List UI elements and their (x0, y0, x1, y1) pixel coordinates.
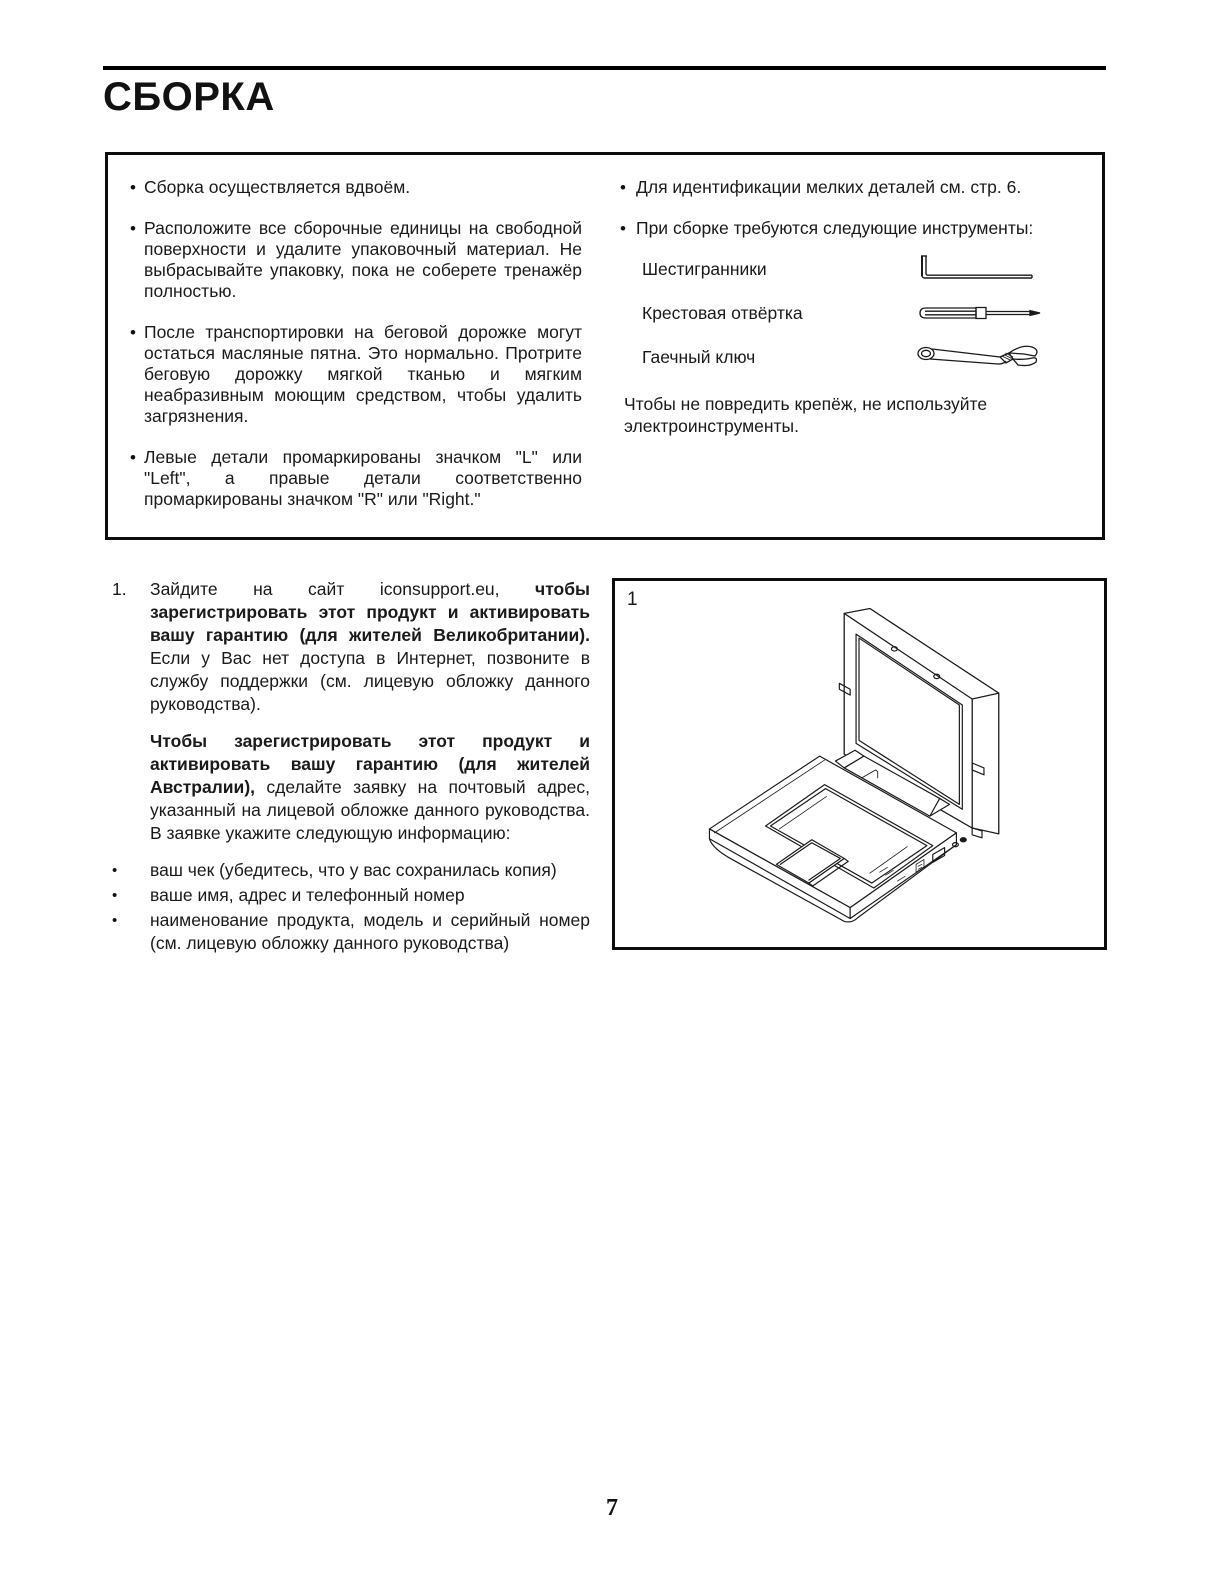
notice-bullet (130, 177, 582, 198)
list-item (112, 859, 590, 882)
step-1-paragraph-2 (150, 731, 590, 843)
notice-bullet-text: Сборка осуществляется вдвоём. (144, 177, 411, 197)
bullet-icon: • (112, 912, 118, 929)
bullet-icon: • (620, 178, 626, 197)
notice-bullet-text: После транспортировки на беговой дорожке могут остаться масляные пятна. Это нормально. Протрите беговую дорожку мягкой тканью и мягким неабразивным моющим средством, чтобы удалить загрязнения. (144, 322, 582, 426)
bullet-icon: • (130, 323, 136, 342)
step-1-p1-bold: чтобы зарегистрировать этот продукт и активировать вашу гарантию (для жителей Великобритании). (150, 579, 590, 645)
bullet-icon: • (112, 887, 118, 904)
tool-row (642, 291, 1084, 335)
allen-key-icon (914, 252, 1049, 286)
step-1-p1-lead: Зайдите на сайт iconsupport.eu, (150, 579, 536, 599)
notice-left-column (108, 155, 600, 537)
list-item (112, 909, 590, 955)
bullet-icon: • (130, 219, 136, 238)
bullet-icon: • (112, 862, 118, 879)
assembly-notice-box (105, 152, 1105, 540)
list-item-text: ваш чек (убедитесь, что у вас сохранилась копия) (150, 860, 557, 880)
tool-label: Гаечный ключ (642, 346, 756, 367)
notice-bullet-text: Для идентификации мелких деталей см. стр. 6. (636, 177, 1022, 197)
bullet-icon: • (620, 219, 626, 238)
notice-bullet (130, 218, 582, 302)
assembly-steps (112, 578, 590, 957)
page-title: СБОРКА (103, 75, 275, 119)
bullet-icon: • (130, 178, 136, 197)
open-laptop-line-drawing (615, 581, 1104, 947)
tool-row (642, 247, 1084, 291)
adjustable-wrench-icon (914, 340, 1049, 374)
step-1-body (150, 578, 590, 845)
power-tools-warning: Чтобы не повредить крепёж, не используйте электроинструменты. (624, 394, 988, 436)
notice-bullet-text: При сборке требуются следующие инструменты: (636, 218, 1034, 238)
notice-bullet-text: Левые детали промаркированы значком "L" или "Left", а правые детали соответственно промаркированы значком "R" или "Right." (144, 447, 582, 509)
step-1 (112, 578, 590, 845)
phillips-screwdriver-icon (914, 296, 1049, 330)
tool-label: Крестовая отвёртка (642, 302, 803, 323)
notice-right-column (600, 155, 1102, 537)
required-tools-list (620, 247, 1084, 379)
step-number: 1. (112, 579, 127, 599)
notice-bullet-text: Расположите все сборочные единицы на свободной поверхности и удалите упаковочный материал. Не выбрасывайте упаковку, пока не соберете тренажёр полностью. (144, 218, 582, 301)
notice-bullet (620, 218, 1084, 239)
tool-row (642, 335, 1084, 379)
figure-1-box (612, 578, 1107, 950)
header-rule (103, 66, 1106, 70)
list-item-text: ваше имя, адрес и телефонный номер (150, 885, 465, 905)
step-1-paragraph-1 (150, 579, 590, 714)
bullet-icon: • (130, 448, 136, 467)
notice-bullet (620, 177, 1084, 198)
notice-bullet (130, 447, 582, 510)
step-1-p2-tail: сделайте заявку на почтовый адрес, указанный на лицевой обложке данного руководства. В заявке укажите следующую информацию: (150, 777, 590, 843)
figure-number-label: 1 (627, 589, 638, 610)
tool-label: Шестигранники (642, 258, 767, 279)
paragraph-spacer (150, 716, 590, 730)
page-number: 7 (606, 1495, 618, 1521)
notice-bullet (130, 322, 582, 427)
list-item (112, 884, 590, 907)
step-1-p1-tail: Если у Вас нет доступа в Интернет, позвоните в службу поддержки (см. лицевую обложку данного руководства). (150, 648, 590, 714)
required-info-list (112, 859, 590, 955)
step-1-p2-bold: Чтобы зарегистрировать этот продукт и активировать вашу гарантию (для жителей Австралии), (150, 731, 590, 797)
list-item-text: наименование продукта, модель и серийный номер (см. лицевую обложку данного руководства) (150, 910, 590, 953)
